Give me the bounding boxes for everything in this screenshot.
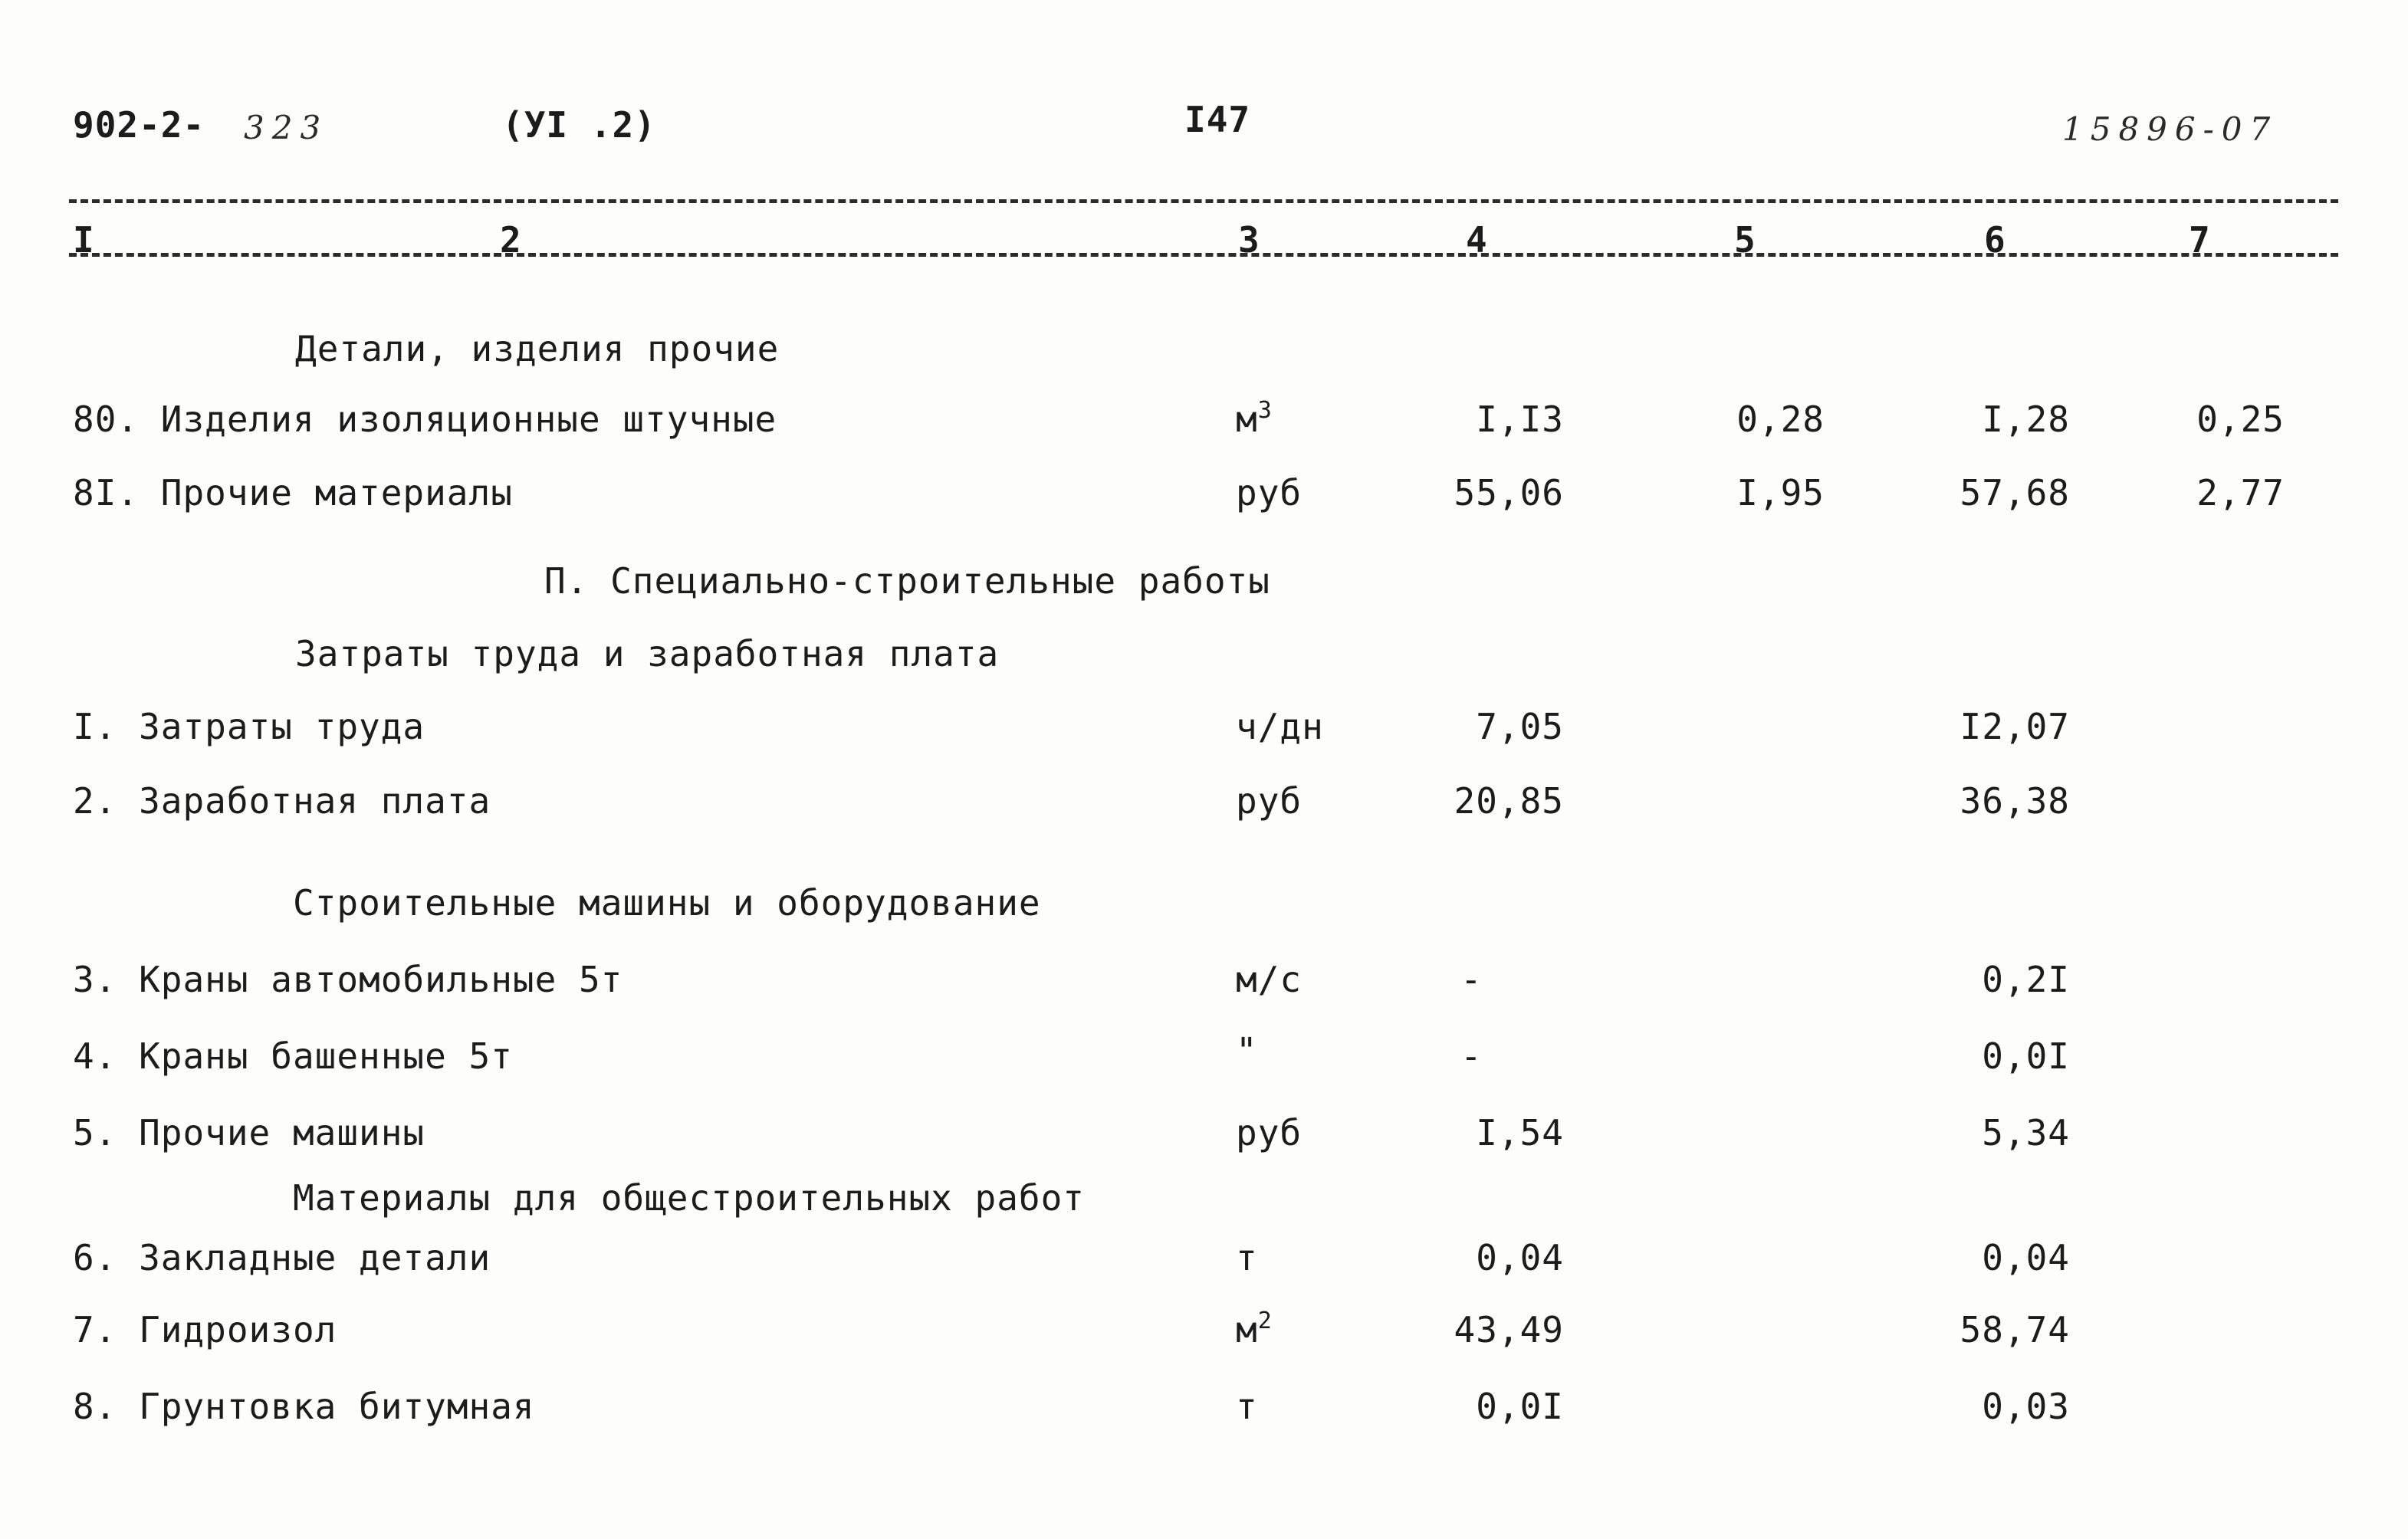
row-name: I. Затраты труда [73, 706, 425, 747]
row-col4: 20,85 [1454, 780, 1564, 822]
row-col6: 57,68 [1960, 472, 2070, 514]
row-name: 2. Заработная плата [73, 780, 491, 822]
row-col6: 36,38 [1960, 780, 2070, 822]
row-unit: руб [1236, 1112, 1303, 1153]
row-col5: 0,28 [1736, 399, 1825, 440]
row-name: 6. Закладные детали [73, 1237, 491, 1278]
row-name: 80. Изделия изоляционные штучные [73, 399, 777, 440]
row-unit: ч/дн [1236, 706, 1324, 747]
row-col7: 0,25 [2196, 399, 2285, 440]
row-col5: I,95 [1736, 472, 1825, 514]
doc-code: 902-2- [73, 104, 205, 146]
header-divider-top [69, 199, 2338, 203]
page-number: I47 [1184, 99, 1251, 140]
row-name: 5. Прочие машины [73, 1112, 425, 1153]
row-col4: 0,04 [1476, 1237, 1564, 1278]
row-unit: м/с [1236, 959, 1303, 1000]
row-name: 3. Краны автомобильные 5т [73, 959, 623, 1000]
row-col6: 0,03 [1982, 1386, 2070, 1427]
row-unit: $м^2$ [1236, 1308, 1273, 1350]
doc-number-handwritten: 323 [244, 109, 329, 146]
column-number-1: I [73, 219, 95, 261]
row-col6: 0,0I [1982, 1035, 2070, 1077]
column-number-7: 7 [2189, 219, 2211, 261]
row-col4: 0,0I [1476, 1386, 1564, 1427]
row-col4: I,I3 [1476, 399, 1564, 440]
row-col4: 43,49 [1454, 1309, 1564, 1350]
row-col4: 7,05 [1476, 706, 1564, 747]
column-number-2: 2 [500, 219, 522, 261]
section-heading-materials: Материалы для общестроительных работ [293, 1177, 1085, 1219]
row-unit: руб [1236, 472, 1303, 514]
column-number-6: 6 [1984, 219, 2006, 261]
section-heading-special-works: П. Специально-строительные работы [544, 560, 1270, 602]
column-number-3: 3 [1238, 219, 1260, 261]
row-unit: $м^3$ [1236, 397, 1273, 440]
row-unit: т [1236, 1237, 1258, 1278]
column-number-4: 4 [1466, 219, 1488, 261]
row-col6: 58,74 [1960, 1309, 2070, 1350]
row-col4: I,54 [1476, 1112, 1564, 1153]
row-unit: т [1236, 1386, 1258, 1427]
row-col6: 0,2I [1982, 959, 2070, 1000]
section-heading-labor: Затраты труда и заработная плата [295, 633, 1000, 674]
inventory-number-handwritten: 15896-07 [2062, 110, 2278, 148]
row-col6: I2,07 [1960, 706, 2070, 747]
row-col4: - [1460, 1035, 1483, 1077]
row-col7: 2,77 [2196, 472, 2285, 514]
row-name: 4. Краны башенные 5т [73, 1035, 513, 1077]
volume-label: (УI .2) [502, 104, 656, 146]
row-unit: руб [1236, 780, 1303, 822]
row-name: 8I. Прочие материалы [73, 472, 513, 514]
row-col6: 5,34 [1982, 1112, 2070, 1153]
row-col4: - [1460, 959, 1483, 1000]
row-name: 7. Гидроизол [73, 1309, 337, 1350]
row-col6: I,28 [1982, 399, 2070, 440]
row-col6: 0,04 [1982, 1237, 2070, 1278]
row-unit: " [1236, 1030, 1258, 1071]
row-col4: 55,06 [1454, 472, 1564, 514]
section-heading-machines: Строительные машины и оборудование [293, 882, 1041, 924]
row-name: 8. Грунтовка битумная [73, 1386, 535, 1427]
section-heading-parts: Детали, изделия прочие [295, 328, 780, 369]
column-number-5: 5 [1734, 219, 1756, 261]
